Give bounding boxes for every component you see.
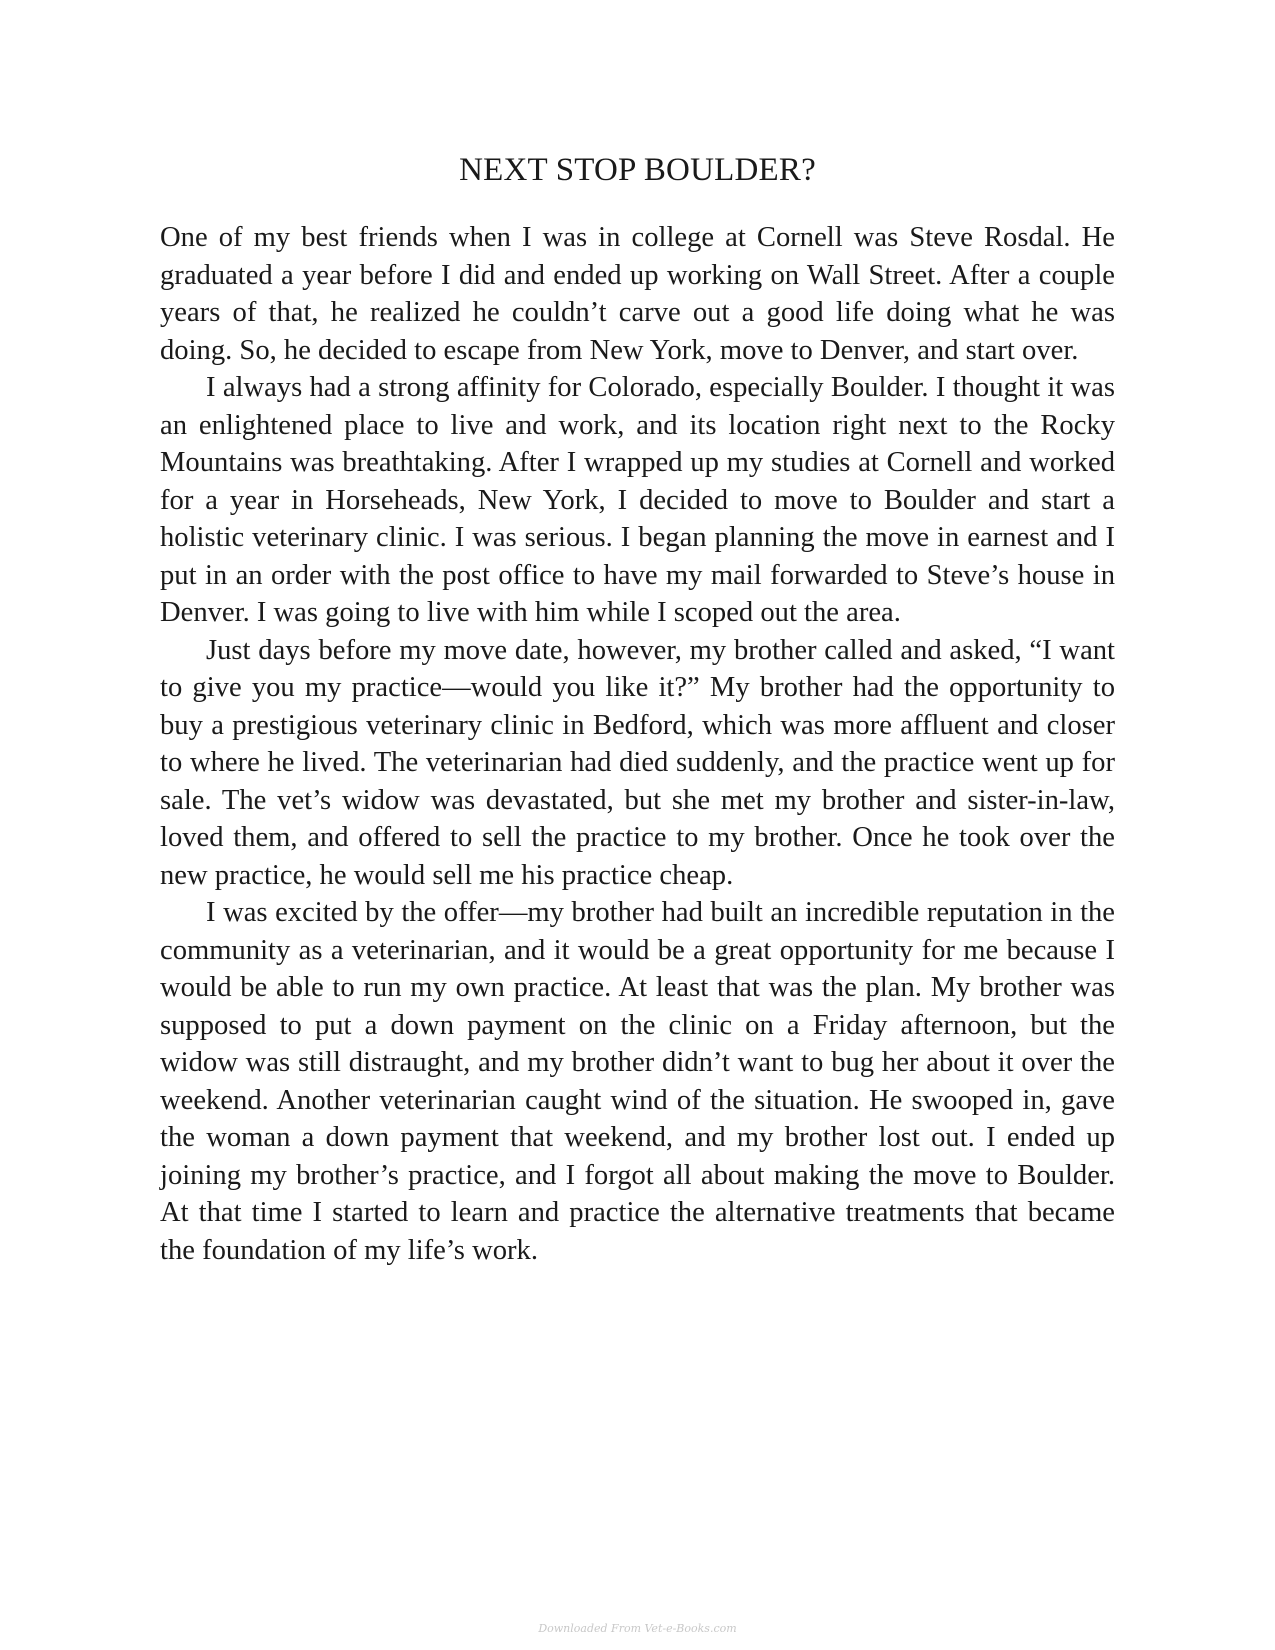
paragraph-2: I always had a strong affinity for Colorado, especially Boulder. I thought it was an enlightened place to live and work, and its location right next to the Rocky Mountains was breathtaking. After I wrapped up my studies at Cornell and worked for a year in Horseheads, New York, I decided to move to Boulder and start a holistic veterinary clinic. I was serious. I began planning the move in earnest and I put in an order with the post office to have my mail forwarded to Steve’s house in Denver. I was going to live with him while I scoped out the area. — [160, 372, 1115, 628]
body-text — [160, 219, 1115, 1269]
paragraph-3: Just days before my move date, however, my brother called and asked, “I want to give you my practice—would you like it?” My brother had the opportunity to buy a prestigious veterinary clinic in Bedford, which was more affluent and closer to where he lived. The veterinarian had died suddenly, and the practice went up for sale. The vet’s widow was devastated, but she met my brother and sister-in-law, loved them, and offered to sell the practice to my brother. Once he took over the new practice, he would sell me his practice cheap. — [160, 634, 1115, 891]
download-watermark: Downloaded From Vet-e-Books.com — [538, 1622, 737, 1635]
chapter-title: NEXT STOP BOULDER? — [459, 152, 816, 188]
paragraph-4: I was excited by the offer—my brother had built an incredible reputation in the community as a veterinarian, and it would be a great opportunity for me because I would be able to run my own practice. At least that was the plan. My brother was supposed to put a down payment on the clinic on a Friday afternoon, but the widow was still distraught, and my brother didn’t want to bug her about it over the weekend. Another veterinarian caught wind of the situation. He swooped in, gave the woman a down payment that weekend, and my brother lost out. I ended up joining my brother’s practice, and I forgot all about making the move to Boulder. At that time I started to learn and practice the alternative treatments that became the foundation of my life’s work. — [160, 897, 1115, 1266]
paragraph-1: One of my best friends when I was in college at Cornell was Steve Rosdal. He graduated a year before I did and ended up working on Wall Street. After a couple years of that, he realized he couldn’t carve out a good life doing what he was doing. So, he decided to escape from New York, move to Denver, and start over. — [160, 222, 1115, 366]
book-page — [160, 0, 1115, 1650]
